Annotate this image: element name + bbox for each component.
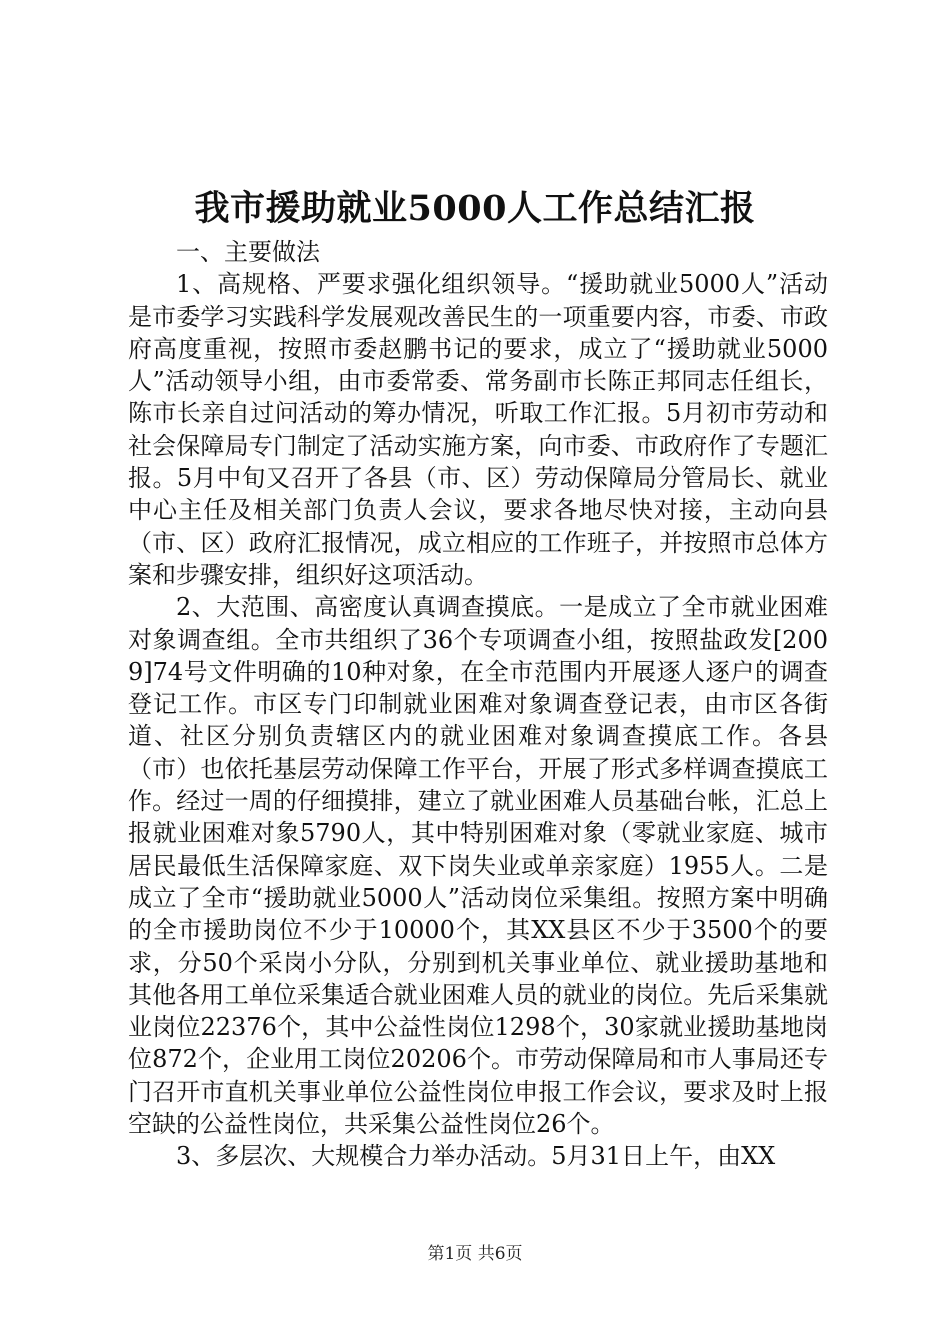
paragraph-1: 1、高规格、严要求强化组织领导。“援助就业5000人”活动是市委学习实践科学发展观改善民生的一项重要内容，市委、市政府高度重视，按照市委赵鹏书记的要求，成立了“援助就业5000人”活动领导小组，由市委常委、常务副市长陈正邦同志任组长，陈市长亲自过问活动的筹办情况，听取工作汇报。5月初市劳动和社会保障局专门制定了活动实施方案，向市委、市政府作了专题汇报。5月中旬又召开了各县（市、区）劳动保障局分管局长、就业中心主任及相关部门负责人会议，要求各地尽快对接，主动向县（市、区）政府汇报情况，成立相应的工作班子，并按照市总体方案和步骤安排，组织好这项活动。 (128, 270, 828, 589)
paragraph-3: 3、多层次、大规模合力举办活动。5月31日上午，由XX (176, 1142, 776, 1171)
paragraph-2: 2、大范围、高密度认真调查摸底。一是成立了全市就业困难对象调查组。全市共组织了36个专项调查小组，按照盐政发[2009]74号文件明确的10种对象，在全市范围内开展逐人逐户的调查登记工作。市区专门印制就业困难对象调查登记表，由市区各街道、社区分别负责辖区内的就业困难对象调查摸底工作。各县（市）也依托基层劳动保障工作平台，开展了形式多样调查摸底工作。经过一周的仔细摸排，建立了就业困难人员基础台帐，汇总上报就业困难对象5790人，其中特别困难对象（零就业家庭、城市居民最低生活保障家庭、双下岗失业或单亲家庭）1955人。二是成立了全市“援助就业5000人”活动岗位采集组。按照方案中明确的全市援助岗位不少于10000个，其XX县区不少于3500个的要求，分50个采岗小分队，分别到机关事业单位、就业援助基地和其他各用工单位采集适合就业困难人员的就业的岗位。先后采集就业岗位22376个，其中公益性岗位1298个，30家就业援助基地岗位872个，企业用工岗位20206个。市劳动保障局和市人事局还专门召开市直机关事业单位公益性岗位申报工作会议，要求及时上报空缺的公益性岗位，共采集公益性岗位26个。 (128, 593, 828, 1139)
document-title: 我市援助就业5000人工作总结汇报 (194, 188, 756, 229)
document-body (128, 236, 828, 1173)
page-footer: 第1页 共6页 (427, 1244, 523, 1264)
section-heading: 一、主要做法 (176, 238, 320, 266)
